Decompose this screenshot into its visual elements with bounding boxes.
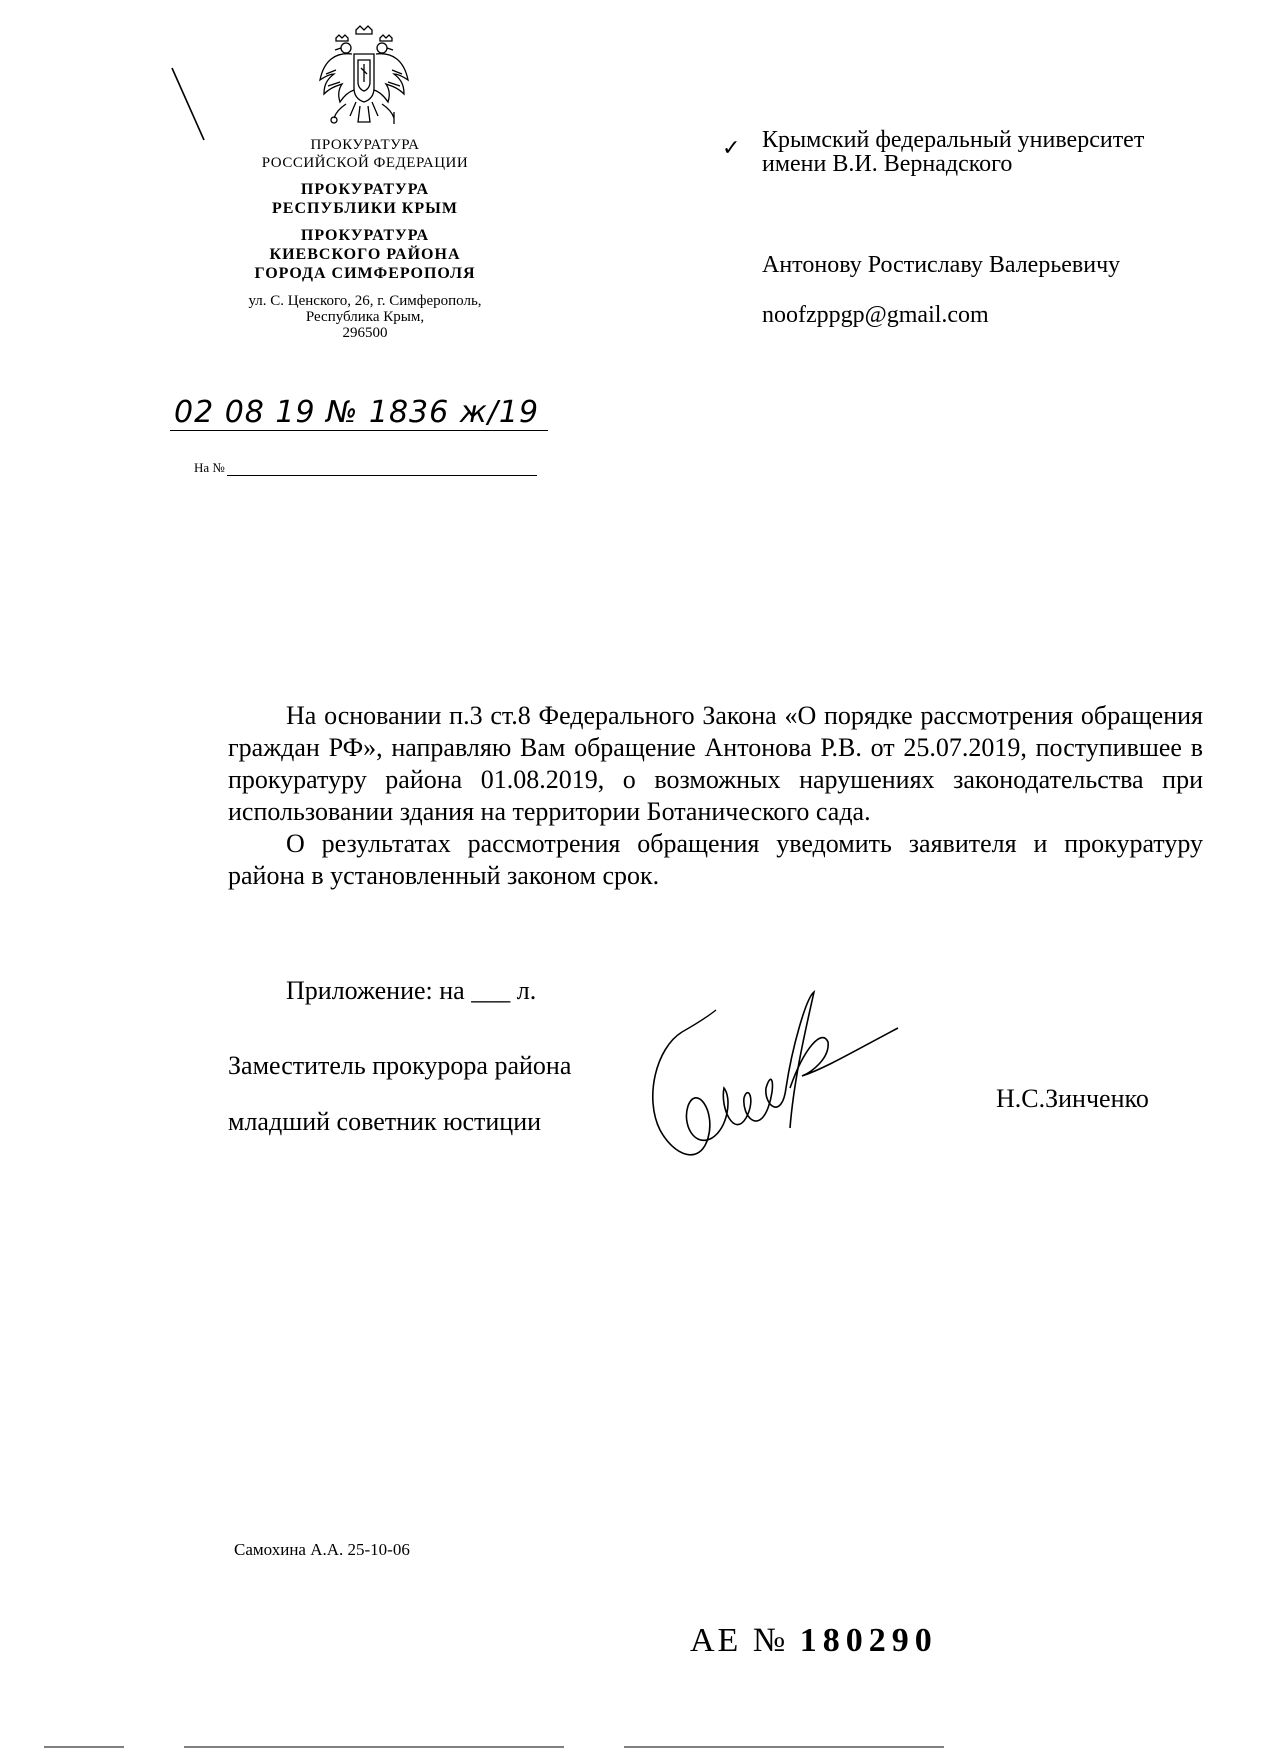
letter-body [228, 700, 1203, 892]
org-name-bold: ГОРОДА СИМФЕРОПОЛЯ [254, 265, 476, 282]
form-serial-number [690, 1622, 938, 1660]
address-line: Республика Крым, [305, 309, 425, 325]
org-name-bold: РЕСПУБЛИКИ КРЫМ [272, 200, 458, 217]
serial-prefix: АЕ № [690, 1622, 789, 1659]
recipient-org-line: Крымский федеральный университет [762, 127, 1145, 153]
body-paragraph: О результатах рассмотрения обращения уведомить заявителя и прокуратуру района в установленный законом срок. [228, 829, 1203, 890]
signer-position: Заместитель прокурора района [228, 1051, 572, 1080]
handwritten-signature [636, 988, 906, 1178]
checkmark-icon: ✓ [722, 136, 741, 161]
org-name-bold: ПРОКУРАТУРА [300, 227, 430, 244]
registration-number-row [170, 396, 548, 431]
org-name-bold: ПРОКУРАТУРА [300, 181, 430, 198]
address-line: ул. С. Ценского, 26, г. Симферополь, [248, 293, 482, 309]
org-name-bold: КИЕВСКОГО РАЙОНА [269, 246, 461, 263]
attachment-note: Приложение: на ___ л. [286, 976, 537, 1005]
reference-blank-line [227, 463, 537, 476]
executor-info: Самохина А.А. 25-10-06 [234, 1540, 410, 1559]
org-name-line: ПРОКУРАТУРА [310, 137, 420, 153]
org-name-line: РОССИЙСКОЙ ФЕДЕРАЦИИ [261, 155, 469, 171]
registration-number: 02 08 19 № 1836 ж/19 [174, 395, 540, 430]
address-line: 296500 [342, 325, 388, 341]
reference-row [194, 460, 548, 476]
serial-number: 180290 [799, 1622, 938, 1659]
sender-address [190, 293, 540, 341]
recipient-person: Антонову Ростиславу Валерьевичу [762, 252, 1121, 278]
body-paragraph: На основании п.3 ст.8 Федерального Закона «О порядке рассмотрения обращения граждан РФ», направляю Вам обращение Антонова Р.В. от 25.07.2019, поступившее в прокуратуру района 01.08.2019, о возможных нарушениях законодательства при использовании здания на территории Ботанического сада. [228, 701, 1203, 826]
scan-edge-lines [44, 1744, 1244, 1750]
pen-stroke-mark [168, 66, 208, 142]
recipient-email: noofzppgp@gmail.com [762, 302, 989, 328]
recipient-organization [762, 128, 1232, 176]
signer-name: Н.С.Зинченко [996, 1084, 1149, 1113]
reference-label: На № [194, 460, 225, 475]
recipient-org-line: имени В.И. Вернадского [762, 151, 1013, 177]
signer-title [228, 1038, 571, 1150]
coat-of-arms-emblem [316, 24, 412, 128]
sender-header [190, 136, 540, 341]
signer-rank: младший советник юстиции [228, 1107, 542, 1136]
